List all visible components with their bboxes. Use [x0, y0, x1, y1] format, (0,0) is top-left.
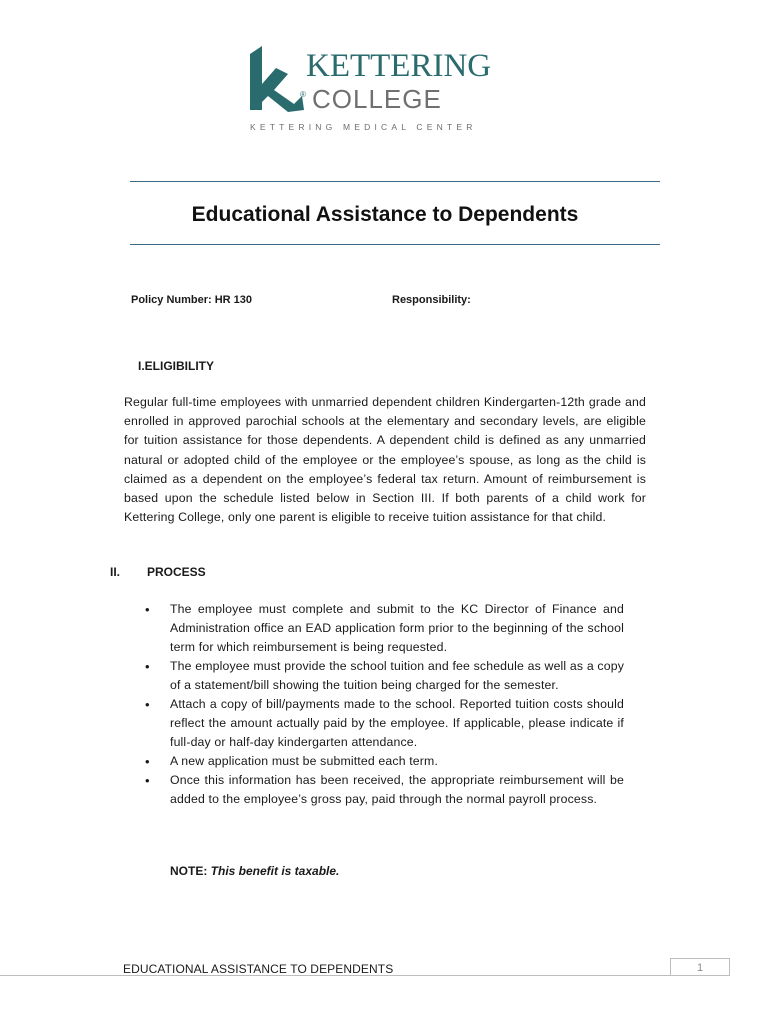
- logo-tagline: KETTERING MEDICAL CENTER: [250, 122, 477, 132]
- process-bullet-item: • The employee must provide the school tuition and fee schedule as well as a copy of a statement/bill showing the tuition being charged for the semester.: [145, 657, 624, 695]
- title-rule-top: [130, 181, 660, 182]
- document-title: Educational Assistance to Dependents: [191, 203, 579, 226]
- responsibility-label: Responsibility:: [392, 294, 471, 306]
- process-bullet-item: • The employee must complete and submit to the KC Director of Finance and Administration office an EAD application form prior to the beginning of the school term for which reimbursement is being requested.: [145, 600, 624, 657]
- tax-note: [170, 864, 339, 878]
- eligibility-paragraph: Regular full-time employees with unmarried dependent children Kindergarten-12th grade and enrolled in approved parochial schools at the elementary and secondary levels, are eligible for tuition assistance for those dependents. A dependent child is defined as any unmarried natural or adopted child of the employee or the employee’s spouse, as long as the child is claimed as a dependent on the employee’s federal tax return. Amount of reimbursement is based upon the schedule listed below in Section III. If both parents of a child work for Kettering College, only one parent is eligible to receive tuition assistance for that child.: [124, 395, 646, 525]
- logo-name-top: KETTERING: [306, 48, 492, 84]
- registered-mark: ®: [300, 90, 306, 99]
- footer-document-title: EDUCATIONAL ASSISTANCE TO DEPENDENTS: [123, 962, 394, 976]
- kettering-college-logo: [248, 44, 528, 136]
- eligibility-heading: I.ELIGIBILITY: [138, 359, 215, 373]
- process-bullet-item: • Once this information has been received, the appropriate reimbursement will be added to the employee’s gross pay, paid through the normal payroll process.: [145, 771, 624, 809]
- process-bullet-item: • A new application must be submitted each term.: [145, 752, 624, 771]
- process-bullet-item: • Attach a copy of bill/payments made to the school. Reported tuition costs should reflect the amount actually paid by the employee. If applicable, please indicate if full-day or half-day kindergarten attendance.: [145, 695, 624, 752]
- note-label: NOTE:: [170, 864, 211, 878]
- policy-number: Policy Number: HR 130: [131, 294, 253, 306]
- note-text: This benefit is taxable.: [210, 864, 340, 878]
- page-number: 1: [670, 958, 730, 975]
- process-heading: PROCESS: [147, 565, 206, 579]
- logo-name-bottom: COLLEGE: [312, 84, 442, 114]
- kettering-k-mark-icon: [248, 44, 308, 112]
- title-rule-bottom: [130, 244, 660, 245]
- process-section-number: II.: [110, 565, 121, 579]
- process-bullet-list: [145, 600, 624, 809]
